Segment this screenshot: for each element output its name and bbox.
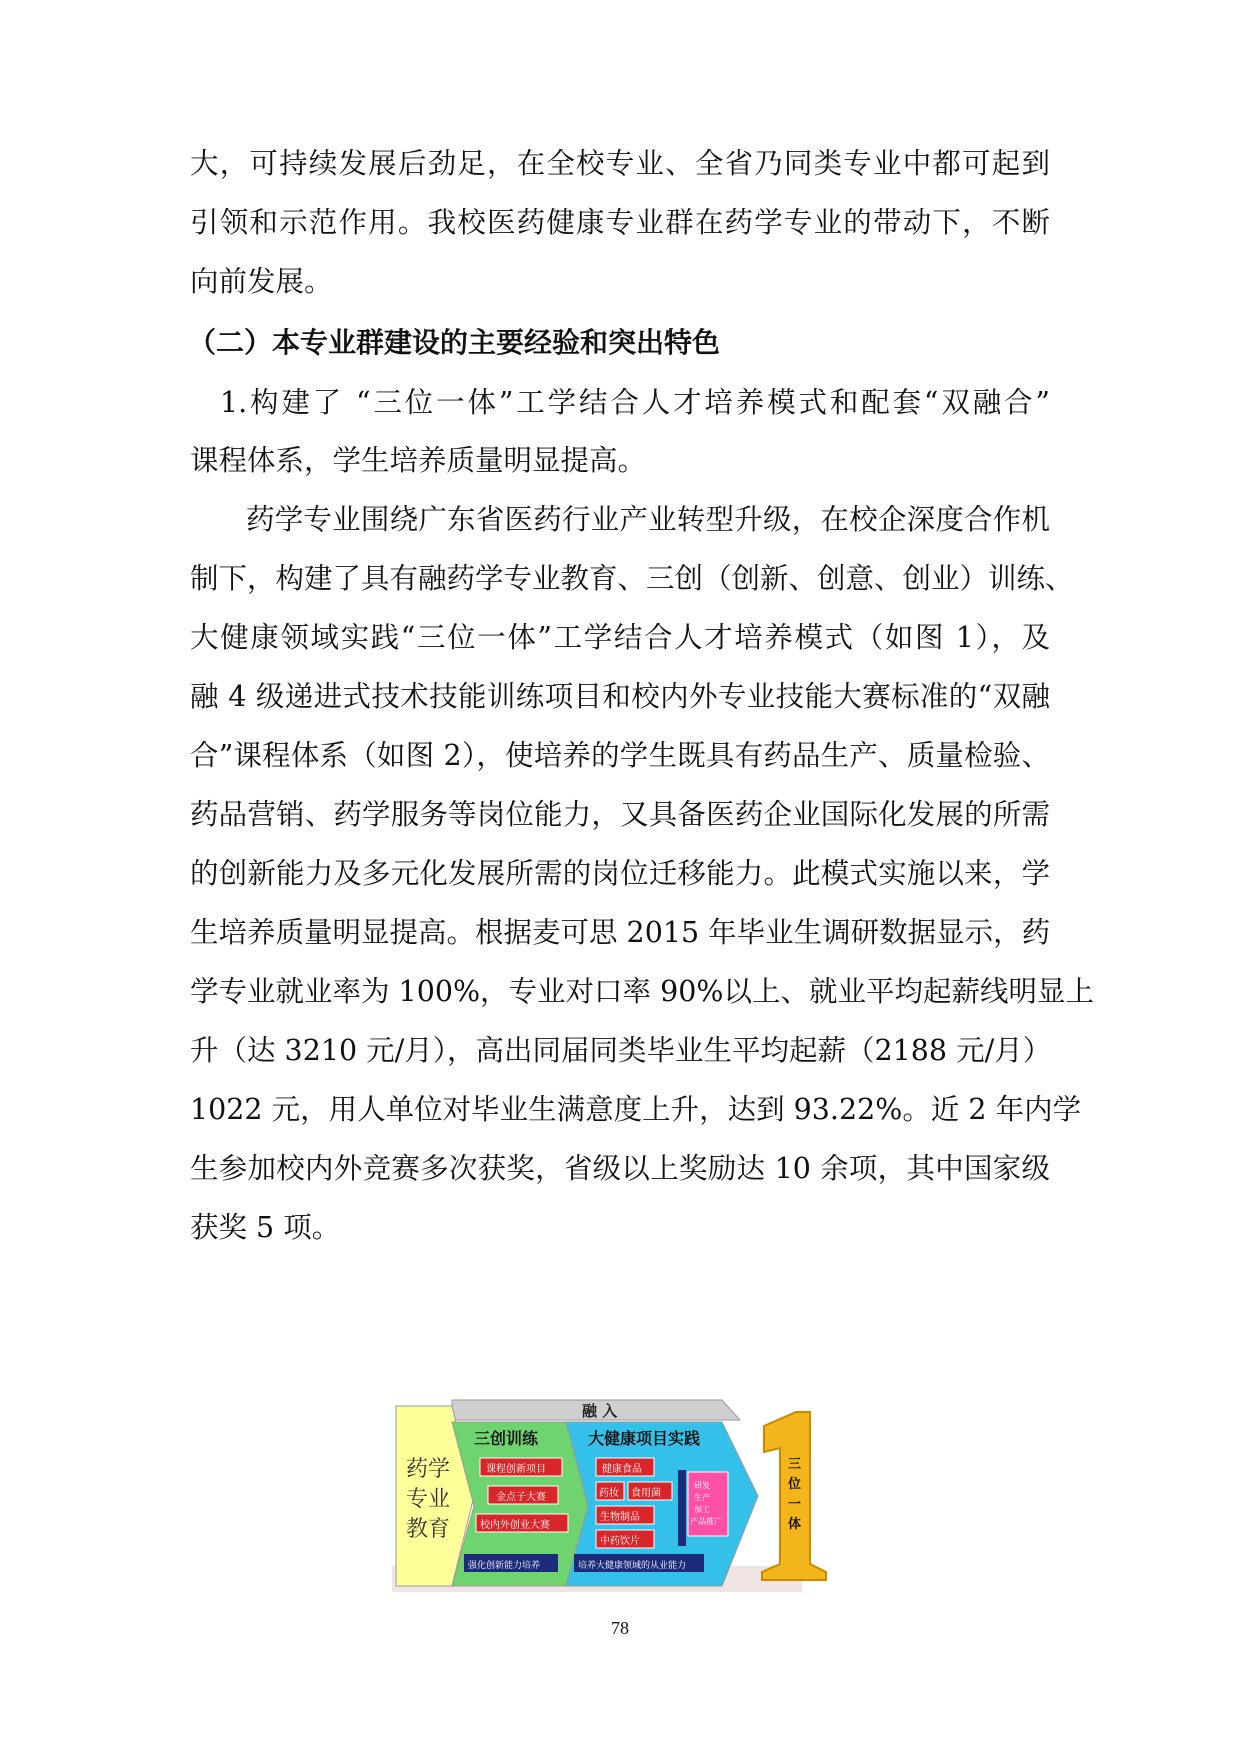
block3-footer: 培养大健康领域的从业能力 [578,1561,687,1571]
sanwei-char: 三 [788,1457,802,1472]
text-line: 大健康领域实践“三位一体”工学结合人才培养模式（如图 1），及 [190,621,1050,654]
diagram-svg [392,1396,846,1592]
text-line: 升（达 3210 元/月），高出同届同类毕业生平均起薪（2188 元/月） [190,1034,1052,1067]
sanwei-char: 一 [788,1497,802,1512]
text-line: 生培养质量明显提高。根据麦可思 2015 年毕业生调研数据显示，药 [190,916,1051,949]
text-line: 药学专业围绕广东省医药行业产业转型升级，在校企深度合作机 [246,503,1050,536]
text-line: 向前发展。 [190,265,333,298]
text-line: 融 4 级递进式技术技能训练项目和校内外专业技能大赛标准的“双融 [190,680,1050,713]
text-line: 课程体系，学生培养质量明显提高。 [190,444,647,477]
process-label: 生产 [694,1493,710,1502]
block2-title: 三创训练 [474,1429,539,1448]
item-label: 生物制品 [600,1512,640,1523]
item-label: 食用菌 [631,1488,661,1499]
side-bar [678,1470,686,1546]
text-line: 引领和示范作用。我校医药健康专业群在药学专业的带动下，不断 [190,206,1050,239]
text-line: 学专业就业率为 100%，专业对口率 90%以上、就业平均起薪线明显上 [190,975,1094,1008]
sanwei-char: 体 [788,1517,802,1532]
item-label: 校内外创业大赛 [480,1520,550,1531]
text-line: 1022 元，用人单位对毕业生满意度上升，达到 93.22%。近 2 年内学 [190,1093,1082,1126]
text-line: 合”课程体系（如图 2），使培养的学生既具有药品生产、质量检验、 [190,739,1050,772]
block1-line: 专业 [406,1487,451,1512]
text-line: 生参加校内外竞赛多次获奖，省级以上奖励达 10 余项，其中国家级 [190,1152,1050,1185]
sanwei-char: 位 [788,1477,802,1492]
block3-title: 大健康项目实践 [588,1429,701,1448]
item-label: 课程创新项目 [486,1464,546,1475]
text-line: 大，可持续发展后劲足，在全校专业、全省乃同类专业中都可起到 [190,147,1050,180]
item-label: 健康食品 [602,1464,642,1475]
process-label: 加工 [694,1505,710,1514]
text-line: 的创新能力及多元化发展所需的岗位迁移能力。此模式实施以来，学 [190,857,1050,890]
text-line: 1.构建了 “三位一体”工学结合人才培养模式和配套“双融合” [220,386,1050,419]
number-one-shape [762,1412,826,1580]
block1-line: 药学 [406,1457,451,1482]
text-line: 药品营销、药学服务等岗位能力，又具备医药企业国际化发展的所需 [190,798,1050,831]
process-label: 产品推广 [690,1517,722,1526]
training-model-diagram [392,1396,846,1592]
page-number: 78 [611,1618,629,1638]
top-banner-label: 融 入 [582,1402,618,1420]
process-label: 研发 [694,1481,710,1490]
block2-footer: 强化创新能力培养 [468,1561,541,1571]
text-line: 制下，构建了具有融药学专业教育、三创（创新、创意、创业）训练、 [190,562,1074,595]
text-line: 获奖 5 项。 [190,1211,341,1244]
block1-line: 教育 [406,1517,451,1542]
item-label: 中药饮片 [600,1536,640,1547]
item-label: 金点子大赛 [496,1492,546,1503]
item-label: 药妆 [599,1488,619,1499]
section-heading: （二）本专业群建设的主要经验和突出特色 [188,326,721,359]
